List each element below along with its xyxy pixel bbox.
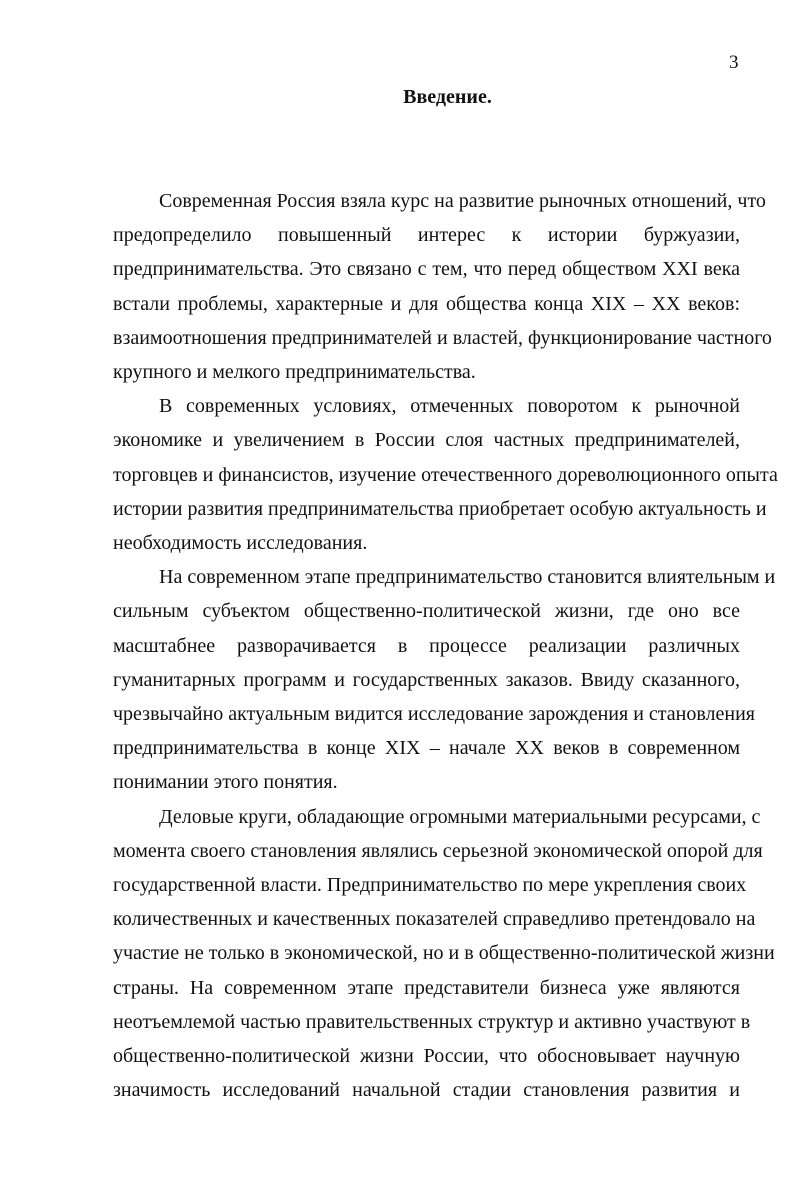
text-line: крупного и мелкого предпринимательства. <box>113 361 476 384</box>
text-line: В современных условиях, отмеченных поворотом к рыночной <box>159 395 740 418</box>
text-line: сильным субъектом общественно-политической жизни, где оно все <box>113 600 740 623</box>
paragraph-4 <box>113 800 775 1108</box>
text-line: неотъемлемой частью правительственных структур и активно участвуют в <box>113 1010 751 1033</box>
text-line: торговцев и финансистов, изучение отечественного дореволюционного опыта <box>113 463 778 486</box>
text-line: страны. На современном этапе представители бизнеса уже являются <box>113 976 740 999</box>
text-line: масштабнее разворачивается в процессе реализации различных <box>113 634 740 657</box>
text-line: чрезвычайно актуальным видится исследование зарождения и становления <box>113 703 755 726</box>
text-line: предпринимательства в конце XIX – начале XX веков в современном <box>113 737 740 760</box>
text-line: Современная Россия взяла курс на развитие рыночных отношений, что <box>159 190 766 212</box>
text-line: количественных и качественных показателей справедливо претендовало на <box>113 908 756 931</box>
paragraph-1 <box>113 184 772 389</box>
document-body <box>113 184 778 1107</box>
text-line: момента своего становления являлись серьезной экономической опорой для <box>113 839 763 862</box>
text-line: понимании этого понятия. <box>113 771 338 794</box>
text-line: предопределило повышенный интерес к истории буржуазии, <box>113 224 740 247</box>
text-line: предпринимательства. Это связано с тем, что перед обществом XXI века <box>113 258 740 281</box>
text-line: взаимоотношения предпринимателей и властей, функционирование частного <box>113 326 772 349</box>
text-line: На современном этапе предпринимательство становится влиятельным и <box>159 566 776 589</box>
text-line: общественно-политической жизни России, что обосновывает научную <box>113 1045 740 1068</box>
text-line: гуманитарных программ и государственных заказов. Ввиду сказанного, <box>113 668 740 691</box>
text-line: участие не только в экономической, но и в общественно-политической жизни <box>113 942 775 965</box>
page-number: 3 <box>729 52 739 73</box>
paragraph-3 <box>113 560 776 799</box>
text-line: экономике и увеличением в России слоя частных предпринимателей, <box>113 429 740 452</box>
text-line: необходимость исследования. <box>113 532 368 555</box>
text-line: государственной власти. Предпринимательство по мере укрепления своих <box>113 874 747 897</box>
text-line: истории развития предпринимательства приобретает особую актуальность и <box>113 497 767 520</box>
paragraph-2 <box>113 389 778 560</box>
text-line: Деловые круги, обладающие огромными материальными ресурсами, с <box>159 805 761 828</box>
page-title: Введение. <box>403 86 492 108</box>
text-line: встали проблемы, характерные и для общества конца XIX – XX веков: <box>113 292 740 315</box>
text-line: значимость исследований начальной стадии становления развития и <box>113 1079 740 1102</box>
